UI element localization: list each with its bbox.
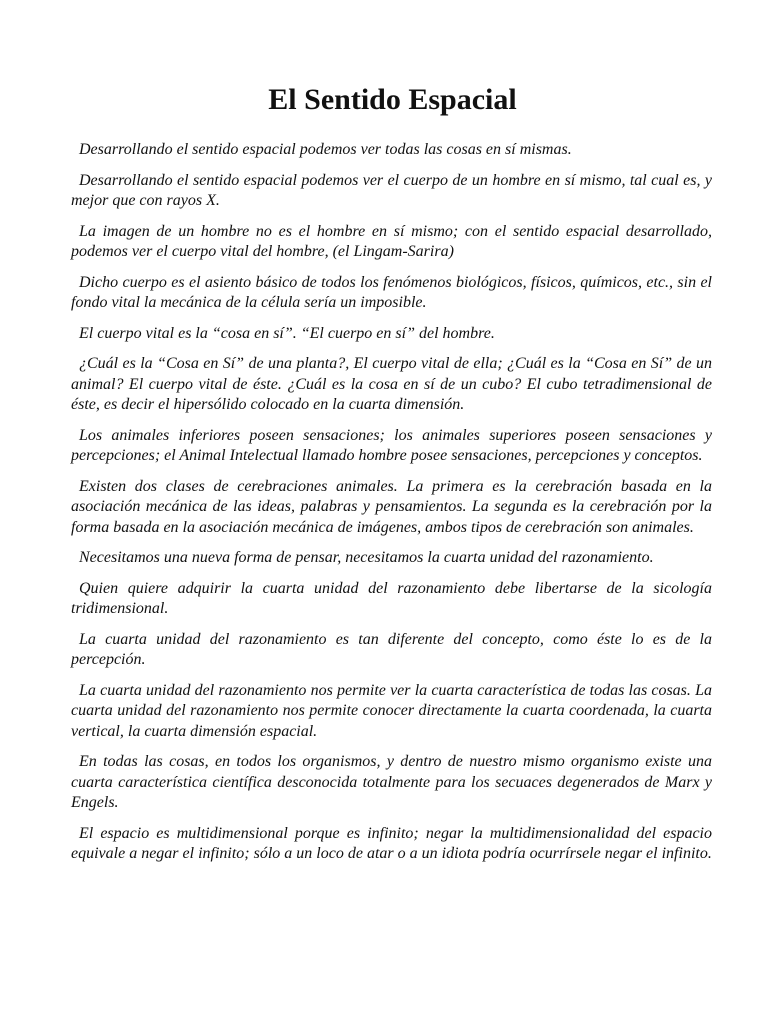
paragraph-2: Desarrollando el sentido espacial podemos ver el cuerpo de un hombre en sí mismo, tal cual es, y mejor que con rayos X. — [71, 171, 712, 209]
page-title: El Sentido Espacial — [268, 83, 517, 116]
paragraph-10: Quien quiere adquirir la cuarta unidad del razonamiento debe libertarse de la sicología tridimensional. — [71, 579, 712, 617]
paragraph-7: Los animales inferiores poseen sensaciones; los animales superiores poseen sensaciones y percepciones; el Animal Intelectual llamado hombre posee sensaciones, percepciones y conceptos. — [71, 426, 712, 464]
paragraph-4: Dicho cuerpo es el asiento básico de todos los fenómenos biológicos, físicos, químicos, etc., sin el fondo vital la mecánica de la célula sería un imposible. — [71, 273, 712, 311]
paragraph-5: El cuerpo vital es la “cosa en sí”. “El cuerpo en sí” del hombre. — [79, 324, 495, 342]
paragraph-14: El espacio es multidimensional porque es infinito; negar la multidimensionalidad del espacio equivale a negar el infinito; sólo a un loco de atar o a un idiota podría ocurrírsele negar el infinito. — [71, 824, 712, 862]
paragraph-6: ¿Cuál es la “Cosa en Sí” de una planta?, El cuerpo vital de ella; ¿Cuál es la “Cosa en Sí” de un animal? El cuerpo vital de éste. ¿Cuál es la cosa en sí de un cubo? El cubo tetradimensional de éste, es decir el hipersólido colocado en la cuarta dimensión. — [71, 355, 712, 413]
paragraph-11: La cuarta unidad del razonamiento es tan diferente del concepto, como éste lo es de la percepción. — [71, 630, 712, 668]
document-body — [71, 140, 712, 865]
paragraph-9: Necesitamos una nueva forma de pensar, necesitamos la cuarta unidad del razonamiento. — [79, 549, 654, 566]
paragraph-8: Existen dos clases de cerebraciones animales. La primera es la cerebración basada en la asociación mecánica de las ideas, palabras y pensamientos. La segunda es la cerebración por la forma basada en la asociación mecánica de imágenes, ambos tipos de cerebración son animales. — [71, 477, 712, 536]
paragraph-13: En todas las cosas, en todos los organismos, y dentro de nuestro mismo organismo existe una cuarta característica científica desconocida totalmente para los secuaces degenerados de Marx y Engels. — [71, 753, 712, 811]
paragraph-1: Desarrollando el sentido espacial podemos ver todas las cosas en sí mismas. — [79, 141, 572, 158]
paragraph-12: La cuarta unidad del razonamiento nos permite ver la cuarta característica de todas las cosas. La cuarta unidad del razonamiento nos permite conocer directamente la cuarta coordenada, la cuarta vertical, la cuarta dimensión espacial. — [71, 681, 712, 740]
paragraph-3: La imagen de un hombre no es el hombre en sí mismo; con el sentido espacial desarrollado, podemos ver el cuerpo vital del hombre, (el Lingam-Sarira) — [71, 222, 712, 260]
